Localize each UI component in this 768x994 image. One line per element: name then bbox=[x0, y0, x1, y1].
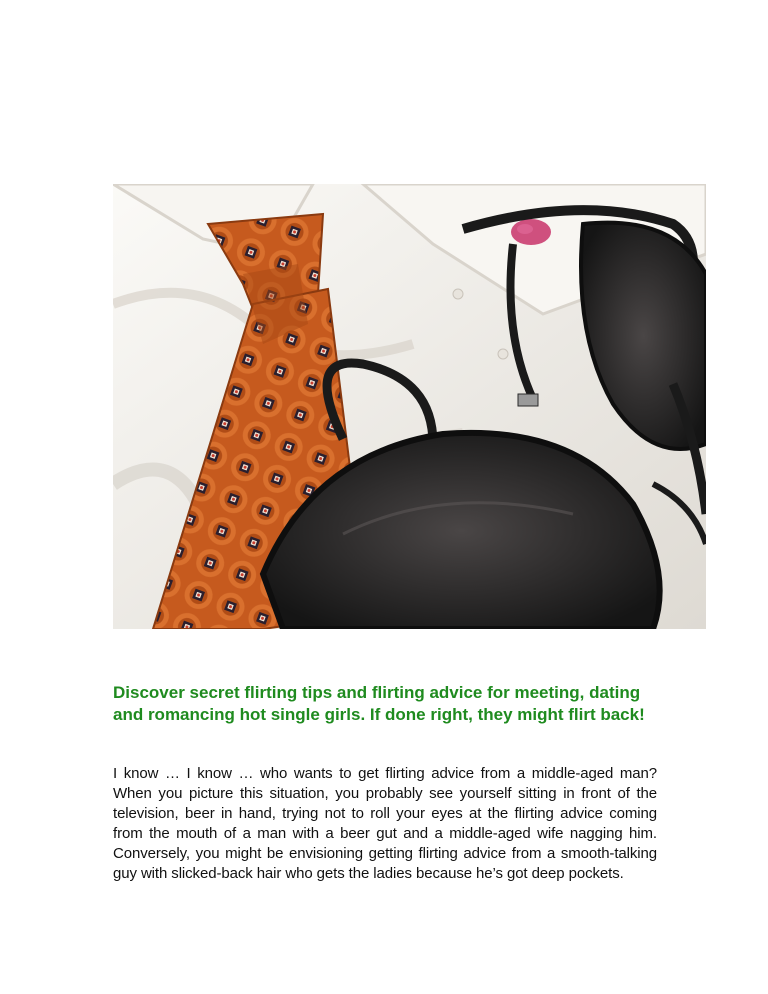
article-body: I know … I know … who wants to get flirting advice from a middle-aged man? When you picture this situation, you probably see yourself sitting in front of the television, beer in hand, trying not to roll your eyes at the flirting advice coming from the mouth of a man with a beer gut and a middle-aged wife nagging him. Conversely, you might be envisioning getting flirting advice from a smooth-talking guy with slicked-back hair who gets the ladies because he’s got deep pockets. bbox=[113, 765, 657, 882]
hero-photo bbox=[113, 184, 706, 629]
shirt-button bbox=[498, 349, 508, 359]
article-headline: Discover secret flirting tips and flirting advice for meeting, dating and romancing hot single girls. If done right, they might flirt back! bbox=[113, 683, 645, 724]
tie-shirt-bra-illustration bbox=[113, 184, 706, 629]
lipstick-mark bbox=[511, 219, 551, 245]
shirt-button bbox=[453, 289, 463, 299]
